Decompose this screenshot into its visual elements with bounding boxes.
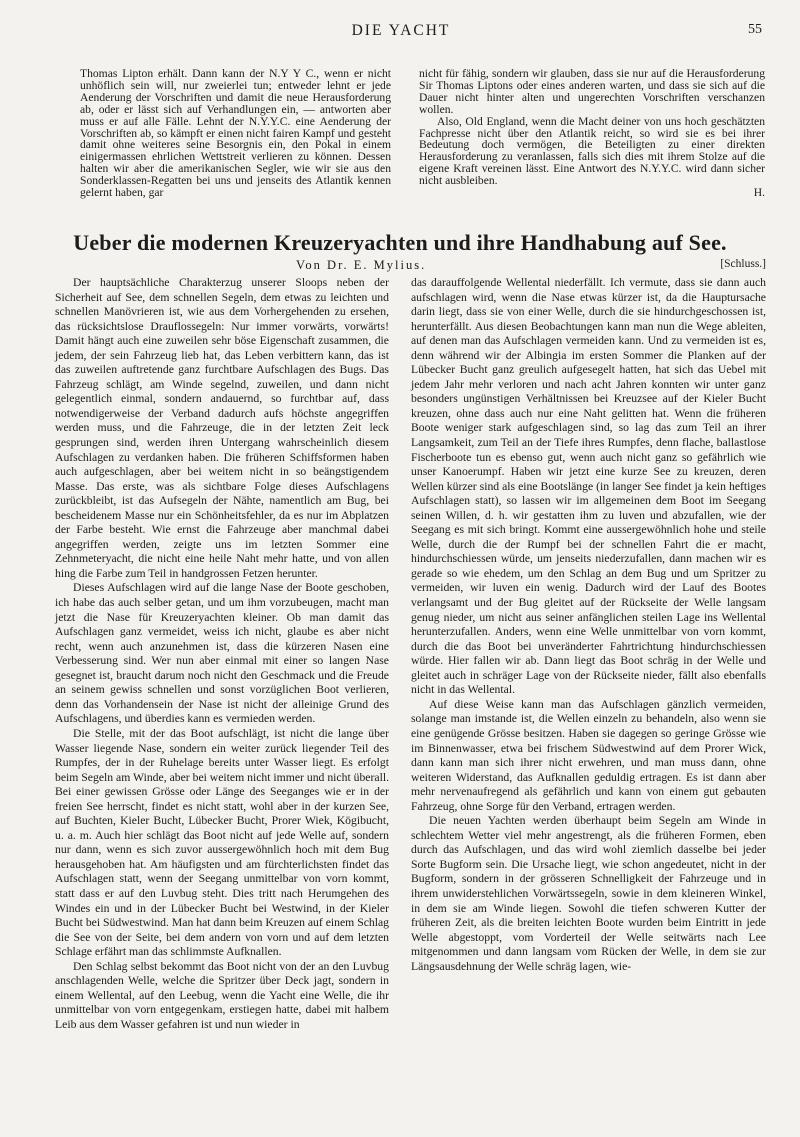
article-left-column bbox=[55, 276, 389, 1032]
paragraph: das darauffolgende Wellental niederfällt. Ich vermute, dass sie dann auch aufschlagen wird, wenn die Nase etwas kürzer ist, da die Hauptursache darin liegt, dass sie von einer Welle, durch die sie hindurchgeschossen ist, herunterfällt. Aus diesen Beobachtungen kann man nun die Wege ableiten, auf denen man das Aufschlagen vermeiden kann. Und zu vermeiden ist es, denn während wir der Albingia im ersten Sommer die Planken auf der Lübecker Bucht ganz greulich aufgesegelt hatten, hat sich das Uebel mit jedem Jahr mehr verloren und nach acht Jahren konnten wir unter ganz besonders ungünstigen Verhältnissen bei Kreuzsee auf der Kieler Bucht kreuzen, ohne dass auch nur eine Naht gelitten hat. Wenn die früheren Boote weniger stark aufgeschlagen sind, so lag das zum Teil an ihrer Langsamkeit, zum Teil an der Tiefe ihres Rumpfes, denn flache, ballastlose Fischerboote tun es ebenso gut, wenn auch nicht ganz so gefährlich wie unser Kanoerumpf. Haben wir jetzt eine kurze See zu kreuzen, deren Wellen kürzer sind als eine Bootslänge (in langer See findet ja kein heftiges Aufschlagen statt), so lassen wir im allgemeinen dem Boot im Seegang seinen Willen, d. h. wir gestatten ihm zu luven und abzufallen, wie der Seegang es mit sich bringt. Kommt eine aussergewöhnlich hohe und steile Welle, durch die der Rumpf bei der schnellen Fahrt die er macht, hindurchschiessen würde, um jenseits niederzufallen, dann machen wir es gerade so wie ehedem, um den Schlag an dem Bug und um Spritzer zu vermeiden, wir luven ein wenig. Dadurch wird der Lauf des Bootes verlangsamt und der Bug gleitet auf der Rückseite der Welle langsam genug nieder, um nicht aus seiner anfänglichen steilen Lage ins Wellental herunterzufallen. Anders, wenn eine Welle unmittelbar von vorn kommt, durch die das Boot bei unveränderter Fahrtrichtung hindurchschiessen würde. Hier fallen wir ab. Dann liegt das Boot schräg in der Welle und gleitet auch in schräger Lage von der Rückseite nieder, fällt also ebenfalls nicht in das Wellental. bbox=[411, 276, 766, 697]
paragraph: Die Stelle, mit der das Boot aufschlägt, ist nicht die lange über Wasser liegende Nase, sondern ein weiter zurück liegender Teil des Rumpfes, der in der Ruhelage bereits unter Wasser liegt. Es erfolgt beim Segeln am Winde, aber bei weitem nicht immer und nicht überall. Bei einer gewissen Grösse oder Länge des Seeganges wie er in der freien See herrscht, findet es nicht statt, wohl aber in der kurzen See, auf Buchten, Kieler Bucht, Lübecker Bucht, Prorer Wiek, Kögibucht, u. a. m. Auch hier schlägt das Boot nicht auf jede Welle auf, sondern nur dann, wenn es sich zuvor aussergewöhnlich hoch mit dem Bug herausgehoben hat. Am häufigsten und am fürchterlichsten findet das Aufschlagen statt, wenn der Seegang unmittelbar von vorn kommt, statt dass er auf den Luvbug steht. Dies tritt nach Herumgehen des Windes ein und in der Lübecker Bucht bei Westwind, in der Kieler Bucht bei Südwestwind. Man hat dann beim Kreuzen auf einem Schlag die See von der Seite, bei dem andern von vorn und auf dem letzten Schlage erfährt man das schlimmste Aufknallen. bbox=[55, 726, 389, 959]
paragraph: Also, Old England, wenn die Macht deiner von uns hoch geschätzten Fachpresse nicht über den Atlantik reicht, so wird sie es bei ihrer Bedeutung doch vermögen, die Beteiligten zu einer direkten Herausforderung zu veranlassen, falls sich dies mit ihrem Stolze auf die eigene Kraft vereinen lässt. Eine Antwort des N.Y.Y.C. wird dann sicher nicht ausbleiben. bbox=[419, 114, 765, 188]
paragraph: Dieses Aufschlagen wird auf die lange Nase der Boote geschoben, ich habe das auch selber getan, und um ihm vorzubeugen, macht man jetzt die Nase für Kreuzeryachten kleiner. Ob man damit das Aufschlagen ganz vermeidet, weiss ich nicht, glaube es aber nicht recht, wenn auch anzunehmen ist, dass die kürzeren Nasen eine Verbesserung sind. Wer nun aber einmal mit einer so langen Nase gesegnet ist, braucht darum noch nicht den Geschmack und die Freude an seinem gewiss schnellen und sonst vorzüglichen Boot verlieren, denn das Vorhandensein der Nase ist nicht der alleinige Grund des Aufschlagens, und überdies kann es vermieden werden. bbox=[55, 581, 389, 726]
paragraph: Die neuen Yachten werden überhaupt beim Segeln am Winde in schlechtem Wetter viel mehr angestrengt, als die früheren Formen, eben durch das Aufschlagen, und das wird wohl ziemlich dasselbe bei jeder Sorte Bugform sein. Die Ursache liegt, wie schon angedeutet, nicht in der Bugform, sondern in der grösseren Schnelligkeit der Fahrzeuge und in ihrem unwiderstehlichen Vorwärtssegeln, sowie in dem kleineren Winkel, in dem sie am Winde liegen. Sowohl die tiefen schweren Kutter der früheren Zeit, als die breiten leichten Boote wurden beim Eintritt in jede Welle abgestoppt, vom Vorderteil der Welle seitwärts nach Lee mitgenommen und dann langsam vom Rücken der Welle, in dem sie zur Längsausdehnung der Welle schräg lagen, wie- bbox=[411, 814, 766, 973]
paragraph: nicht für fähig, sondern wir glauben, dass sie nur auf die Herausforderung Sir Thomas Liptons oder eines anderen warten, und dass sie sich auf die Dauer nicht hinter alten und ungerechten Vorschriften verschanzen wollen. bbox=[419, 67, 765, 116]
running-header bbox=[40, 22, 762, 44]
previous-article-left-column bbox=[80, 68, 391, 199]
page-number: 55 bbox=[748, 22, 762, 37]
article-byline: Von Dr. E. Mylius. bbox=[296, 258, 427, 272]
paragraph: Der hauptsächliche Charakterzug unserer Sloops neben der Sicherheit auf See, dem schnellen Segeln, dem etwas zu leichten und schnellen Manövrieren ist, wie aus dem Vorhergehenden zu ersehen, das rücksichtslose Drauflossegeln: Nur immer vorwärts, vorwärts! Damit hängt auch eine zuweilen sehr böse Eigenschaft zusammen, die jedem, der sein Fahrzeug lieb hat, das Leben verbittern kann, das ist das zuweilen auftretende ganz furchtbare Aufschlagen des Bugs. Das Fahrzeug schlägt, am Winde segelnd, zuweilen, und dann nicht gelegentlich einmal, sondern andauernd, so furchtbar auf, dass notwendigerweise der Verband dadurch aufs höchste angegriffen werden muss, und die Fahrzeuge, die in der letzten Zeit leck gesprungen sind, werden ihren Untergang wahrscheinlich diesem Aufschlagen zu verdanken haben. Die früheren Schiffsformen haben auch aufgeschlagen, aber bei weitem nicht in so beängstigendem Masse. Das erste, was als sichtbare Folge dieses Aufschlagens zurückbleibt, ist das Aufsegeln der Nähte, namentlich am Bug, bei bescheidenem Masse nur ein Schönheitsfehler, da es nur im Abplatzen der Farbe besteht. Wie ernst die Fahrzeuge aber manchmal dabei angegriffen werden, zeigte uns im letzten Sommer eine Zehnmeteryacht, die nicht eine heile Naht mehr hatte, und von allen hing die Farbe zum Teil in handgrossen Fetzen herunter. bbox=[55, 276, 389, 580]
paragraph: Thomas Lipton erhält. Dann kann der N.Y Y C., wenn er nicht unhöflich sein will, nur zweierlei tun; entweder lehnt er jede Aenderung der Vorschriften und damit die neue Herausforderung ab, oder er lässt sich auf Verhandlungen ein, — antworten aber muss er auf alle Fälle. Lehnt der N.Y.Y.C. eine Aenderung der Vorschriften ab, so kämpft er einen nicht fairen Kampf und gesteht damit ohne weiteres seine Besorgnis ein, den Pokal in einem einigermassen ehrlichen Wettstreit verlieren zu können. Dessen halten wir aber die amerikanischen Segler, wie wir sie aus den Sonderklassen-Regatten bei uns und jenseits des Atlantik kennen gelernt haben, gar bbox=[80, 67, 391, 200]
previous-article-right-column bbox=[419, 68, 765, 199]
journal-title: DIE YACHT bbox=[351, 22, 451, 39]
paragraph: Den Schlag selbst bekommt das Boot nicht von der an den Luvbug anschlagenden Welle, welche die Spritzer über Deck jagt, sondern in einem Wellental, auf den Leebug, wenn die Yacht eine Welle, die ihr unmittelbar von vorn entgegenkam, erstiegen hatte, dabei mit halbem Leib aus dem Wasser gefahren ist und nun wieder in bbox=[55, 959, 389, 1031]
paragraph: Auf diese Weise kann man das Aufschlagen gänzlich vermeiden, solange man imstande ist, die Wellen einzeln zu behandeln, also wenn sie eine genügende Grösse besitzen. Haben sie dagegen so geringe Grösse wie im Binnenwasser, etwa bei frischem Südwestwind auf dem Prorer Wick, dann kann man sich ihrer nicht erwehren, und man muss dann, ohne weiteren Widerstand, das Aufknallen geduldig ertragen. Es ist dann aber mehr nervenaufregend als gefährlich und kann von einem gut gebauten Fahrzeug, ohne Sorge für den Verband, ertragen werden. bbox=[411, 697, 766, 813]
article-title: Ueber die modernen Kreuzeryachten und ihre Handhabung auf See. bbox=[73, 230, 727, 255]
article-right-column bbox=[411, 276, 766, 974]
author-signature: H. bbox=[753, 186, 765, 200]
continuation-tag: [Schluss.] bbox=[720, 258, 766, 270]
